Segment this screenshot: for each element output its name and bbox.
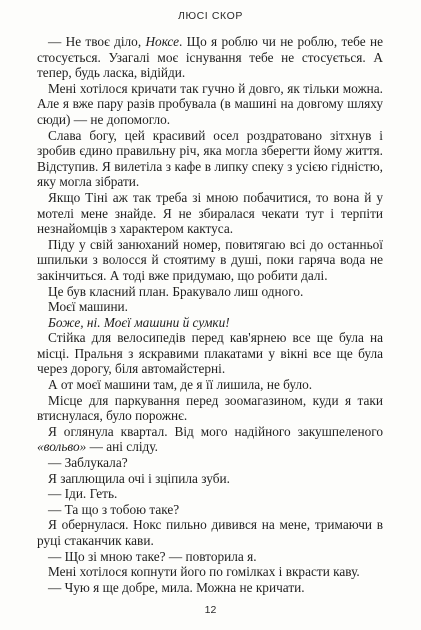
dialogue-line: — Що зі мною таке? — повторила я. (48, 548, 257, 564)
page-text (37, 34, 383, 595)
paragraph: Я заплющила очі і зціпила зуби. (48, 470, 230, 486)
paragraph: А от моєї машини там, де я її лишила, не було. (48, 377, 313, 393)
paragraph: Місце для паркування перед зоомагазином, куди я таки втиснулася, було порожнє. (37, 392, 383, 424)
paragraph: Мені хотілося копнути його по гомілках і вкрасти каву. (48, 564, 360, 580)
page-number: 12 (204, 604, 217, 616)
running-header: ЛЮСІ СКОР (178, 10, 243, 22)
italic-car-name: «вольво» (37, 439, 87, 455)
paragraph: Мені хотілося кричати так гучно й довго, як тільки можна. Але я вже пару разів пробувала (в машині на довгому шляху сюди) — не допомогло. (37, 80, 383, 127)
dialogue-line: — Чую я ще добре, мила. Можна не кричати. (48, 579, 305, 595)
paragraph: Піду у свій занюханий номер, повитягаю всі до останньої шпильки з волосся й стоятиму в душі, поки гаряча вода не закінчиться. А тоді вже придумаю, що робити далі. (37, 236, 383, 283)
paragraph-italic: Боже, ні. Моєї машини й сумки! (48, 314, 230, 330)
text-run: Я оглянула квартал. Від мого надійного закушпеленого (48, 423, 383, 439)
paragraph: Стійка для велосипедів перед кав'ярнею все ще була на місці. Пральня з яскравими плакатами у вікні все ще була через дорогу, біля автомайстерні. (37, 330, 383, 377)
text-run: — Не твоє діло, (48, 34, 146, 49)
paragraph: Це був класний план. Бракувало лиш одного. (48, 283, 304, 299)
dialogue-line: — Та що з тобою таке? (48, 501, 180, 517)
paragraph (37, 34, 383, 81)
paragraph: Слава богу, цей красивий осел роздратовано зітхнув і зробив єдино правильну річ, яка могла зберегти йому життя. Відступив. Я вилетіла з кафе в липку спеку з усією гідністю, яку могла зібрати. (37, 127, 383, 190)
italic-name: Ноксе (145, 34, 180, 49)
paragraph: Якщо Тіні аж так треба зі мною побачитися, то вона й у мотелі мене знайде. Я не збиралася чекати тут і терпіти незнайомців з характером кактуса. (37, 189, 383, 237)
dialogue-line: — Іди. Геть. (48, 486, 118, 502)
dialogue-line: — Заблукала? (48, 455, 128, 471)
paragraph (37, 424, 383, 455)
paragraph: Моєї машини. (48, 299, 129, 315)
text-run: — ані сліду. (86, 439, 158, 455)
text-run: . Що я роблю чи не роблю, тебе не стосується. Узагалі моє існування тебе не стосується. А тепер, будь ласка, відійди. (37, 34, 383, 81)
paragraph: Я обернулася. Нокс пильно дивився на мене, тримаючи в руці стаканчик кави. (37, 517, 383, 548)
